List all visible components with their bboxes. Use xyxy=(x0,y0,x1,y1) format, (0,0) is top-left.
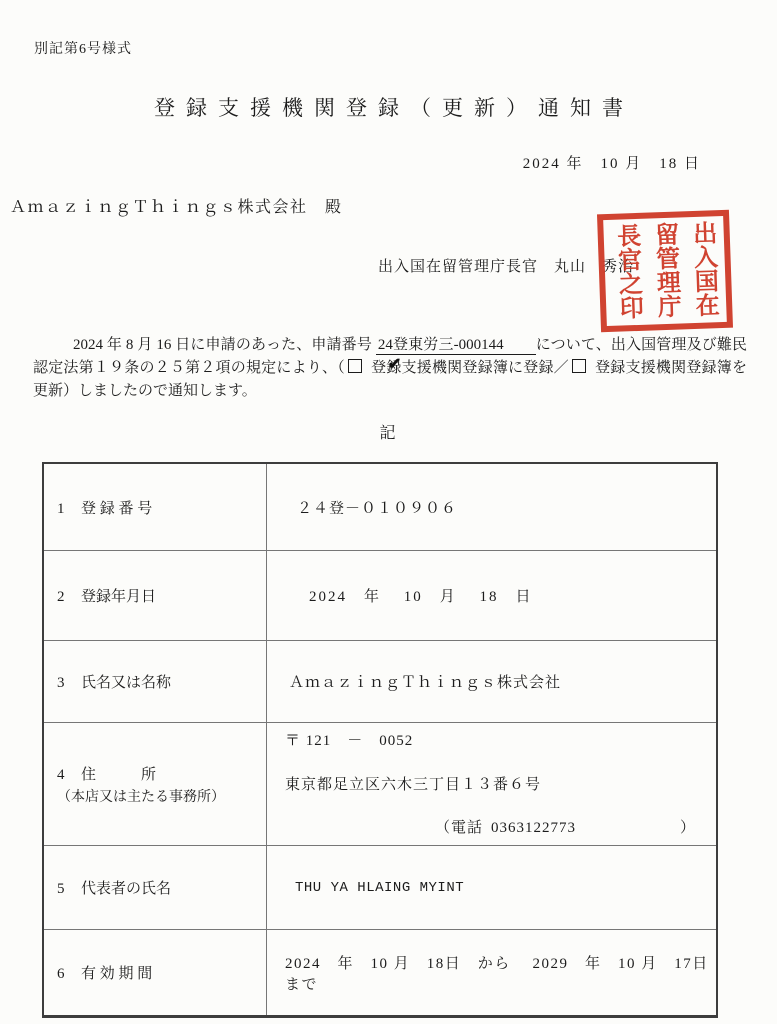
official-seal-stamp xyxy=(597,210,733,333)
organization-name-value: ＡｍａｚｉｎｇＴｈｉｎｇｓ株式会社 xyxy=(289,675,562,691)
option-renewed: 登録支援機関登録簿を更新）しましたので通知します。 xyxy=(33,360,747,399)
phone-line xyxy=(435,816,696,837)
street-address: 東京都足立区六木三丁目１３番６号 xyxy=(285,776,542,793)
ki-heading: 記 xyxy=(379,425,398,442)
row-label-cell xyxy=(44,723,267,845)
table-row-registration-number xyxy=(44,464,716,550)
application-number: 24登東労三-000144 xyxy=(376,337,536,355)
table-row-registration-date xyxy=(44,550,716,640)
registration-date-value: 2024 年 10 月 18 日 xyxy=(309,589,533,605)
row-label: 登 録 番 号 xyxy=(81,500,153,517)
row-number: 4 xyxy=(57,766,65,783)
checked-checkbox-icon xyxy=(348,359,362,373)
row-label-sub: （本店又は主たる事務所） xyxy=(57,789,225,805)
row-label-cell xyxy=(44,551,267,640)
body-text-2: について、出入国管理及び難民認定法第１９条の２５第２項の規定により、（ xyxy=(33,337,748,376)
validity-period-value: 2024 年 10 月 18日 から 2029 年 10 月 17日 まで xyxy=(285,955,726,993)
row-label: 住 所 xyxy=(81,766,157,783)
row-label: 登録年月日 xyxy=(81,589,157,605)
row-number: 2 xyxy=(57,589,65,605)
form-style-label: 別記第6号様式 xyxy=(34,42,132,57)
phone-close-paren: ） xyxy=(679,820,696,836)
representative-name-value: THU YA HLAING MYINT xyxy=(295,879,465,896)
issue-date: 2024 年 10 月 18 日 xyxy=(522,156,701,172)
row-number: 1 xyxy=(57,500,65,517)
registration-number-value: ２４登－０１０９０６ xyxy=(297,500,458,517)
document-title: 登録支援機関登録（更新）通知書 xyxy=(154,96,634,120)
registration-table xyxy=(42,462,726,1018)
postal-code: 〒 121 － 0052 xyxy=(285,733,414,749)
notification-body xyxy=(33,334,747,403)
table-row-name xyxy=(44,640,716,722)
row-label: 有 効 期 間 xyxy=(81,966,153,982)
phone-number: 0363122773 xyxy=(491,820,577,836)
unchecked-checkbox-icon xyxy=(572,359,586,373)
phone-label: （電話 xyxy=(435,820,484,836)
row-label-cell xyxy=(44,641,267,722)
table-row-address xyxy=(44,722,716,845)
recipient-name: ＡｍａｚｉｎｇＴｈｉｎｇｓ株式会社 殿 xyxy=(10,199,343,216)
table-row-validity-period xyxy=(44,929,726,1015)
option-registered: 登録支援機関登録簿に登録／ xyxy=(370,360,569,376)
official-seal-text: 出入国在留管理庁長官之印 xyxy=(612,220,718,320)
row-number: 6 xyxy=(57,966,65,982)
row-label-cell xyxy=(44,930,267,1015)
row-number: 3 xyxy=(57,675,65,691)
body-text-1: 2024 年 8 月 16 日に申請のあった、申請番号 xyxy=(73,337,372,353)
address-value-cell xyxy=(267,723,716,845)
table-row-representative xyxy=(44,845,716,929)
issuer-name: 出入国在留管理庁長官 丸山 秀治 xyxy=(378,259,635,275)
row-label-cell xyxy=(44,464,267,550)
row-label-cell xyxy=(44,846,267,929)
row-number: 5 xyxy=(57,881,65,897)
row-label: 代表者の氏名 xyxy=(81,881,172,897)
row-label: 氏名又は名称 xyxy=(81,675,172,691)
